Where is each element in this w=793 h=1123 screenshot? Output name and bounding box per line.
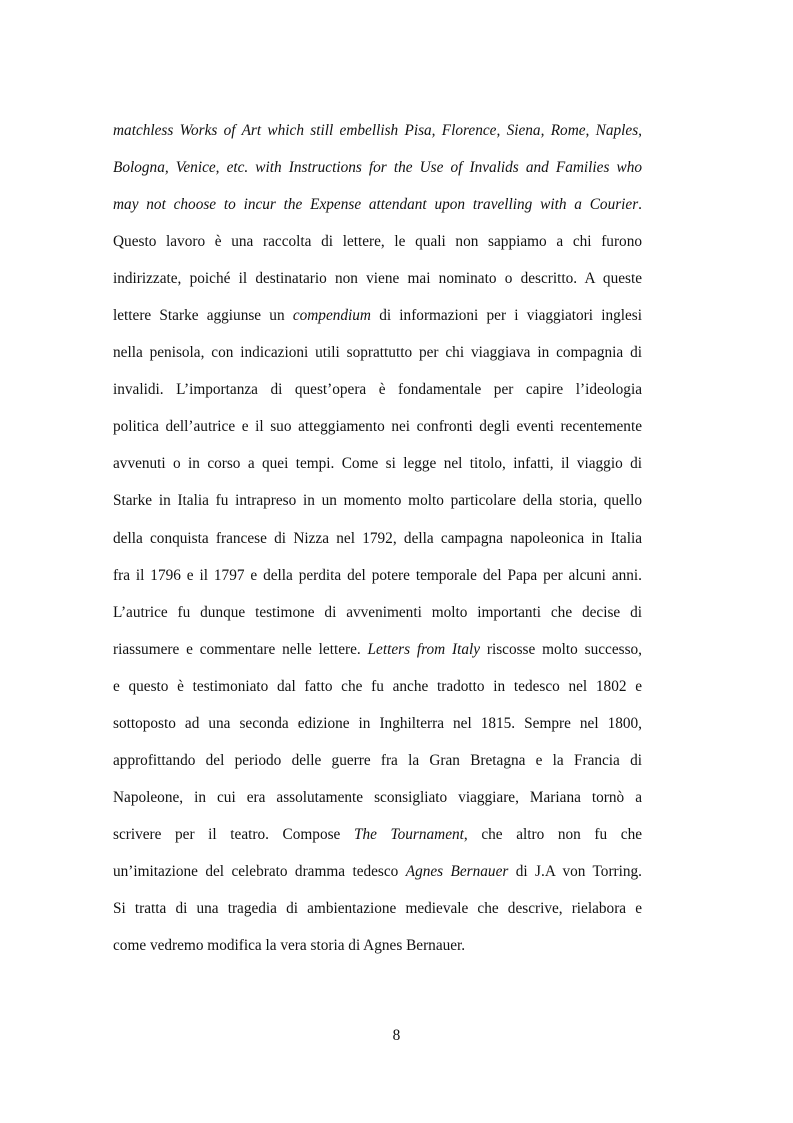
- text-run: e questo è testimoniato dal fatto che fu anche tradotto in tedesco nel 1802 e: [113, 677, 642, 695]
- text-line: [113, 445, 642, 482]
- text-run: Napoleone, in cui era assolutamente sconsigliato viaggiare, Mariana tornò a: [113, 788, 642, 806]
- text-line: [113, 631, 642, 668]
- text-line: [113, 334, 642, 371]
- text-line: [113, 297, 642, 334]
- text-run: invalidi. L’importanza di quest’opera è fondamentale per capire l’ideologia: [113, 381, 642, 399]
- text-line: [113, 816, 642, 853]
- text-run: nella penisola, con indicazioni utili soprattutto per chi viaggiava in compagnia di: [113, 344, 642, 362]
- text-run: lettere Starke aggiunse un: [113, 307, 293, 325]
- italic-text: matchless Works of Art which still embellish Pisa, Florence, Siena, Rome, Naples,: [113, 122, 642, 139]
- text-run: sottoposto ad una seconda edizione in Inghilterra nel 1815. Sempre nel 1800,: [113, 714, 642, 732]
- text-run: della conquista francese di Nizza nel 1792, della campagna napoleonica in Italia: [113, 529, 642, 547]
- text-line: [113, 149, 642, 186]
- text-line: [113, 890, 642, 927]
- text-run: come vedremo modifica la vera storia di Agnes Bernauer.: [113, 937, 466, 955]
- italic-text: Letters from Italy: [367, 640, 481, 658]
- text-line: [113, 668, 642, 705]
- text-line: [113, 223, 642, 260]
- text-run: politica dell’autrice e il suo atteggiamento nei confronti degli eventi recentemente: [113, 418, 642, 436]
- italic-text: compendium: [292, 307, 371, 325]
- body-text: [113, 112, 642, 964]
- italic-text: The Tournament: [353, 825, 464, 843]
- text-line: [113, 482, 642, 519]
- text-line: [113, 853, 642, 890]
- text-line: [113, 408, 642, 445]
- text-line: [113, 705, 642, 742]
- italic-text: may not choose to incur the Expense attendant upon travelling with a Courier: [113, 196, 639, 214]
- text-run: L’autrice fu dunque testimone di avvenimenti molto importanti che decise di: [113, 603, 642, 621]
- text-line: [113, 371, 642, 408]
- text-line: [113, 927, 642, 964]
- text-run: un’imitazione del celebrato dramma tedesco: [113, 862, 406, 880]
- text-line: [113, 186, 642, 223]
- text-run: fra il 1796 e il 1797 e della perdita del potere temporale del Papa per alcuni anni.: [113, 566, 642, 584]
- text-line: [113, 594, 642, 631]
- italic-text: Agnes Bernauer: [405, 862, 509, 880]
- text-run: indirizzate, poiché il destinatario non viene mai nominato o descritto. A queste: [113, 270, 642, 288]
- text-run: , che altro non fu che: [463, 825, 643, 843]
- italic-text: Bologna, Venice, etc. with Instructions for the Use of Invalids and Families who: [113, 159, 642, 177]
- text-run: .: [638, 196, 642, 214]
- text-line: [113, 779, 642, 816]
- text-run: Starke in Italia fu intrapreso in un momento molto particolare della storia, quello: [113, 492, 642, 510]
- text-line: [113, 520, 642, 557]
- text-line: [113, 260, 642, 297]
- text-line: [113, 112, 642, 149]
- text-line: [113, 557, 642, 594]
- text-run: approfittando del periodo delle guerre fra la Gran Bretagna e la Francia di: [113, 751, 642, 769]
- text-line: [113, 742, 642, 779]
- text-run: scrivere per il teatro. Compose: [113, 825, 354, 843]
- text-run: Questo lavoro è una raccolta di lettere, le quali non sappiamo a chi furono: [113, 233, 642, 251]
- text-run: di J.A von Torring.: [508, 862, 643, 880]
- text-run: avvenuti o in corso a quei tempi. Come si legge nel titolo, infatti, il viaggio di: [113, 455, 642, 473]
- text-run: Si tratta di una tragedia di ambientazione medievale che descrive, rielabora e: [113, 899, 642, 917]
- page-number: 8: [392, 1027, 401, 1044]
- text-run: riassumere e commentare nelle lettere.: [113, 640, 368, 658]
- text-run: riscosse molto successo,: [480, 640, 642, 658]
- text-run: di informazioni per i viaggiatori inglesi: [370, 307, 642, 325]
